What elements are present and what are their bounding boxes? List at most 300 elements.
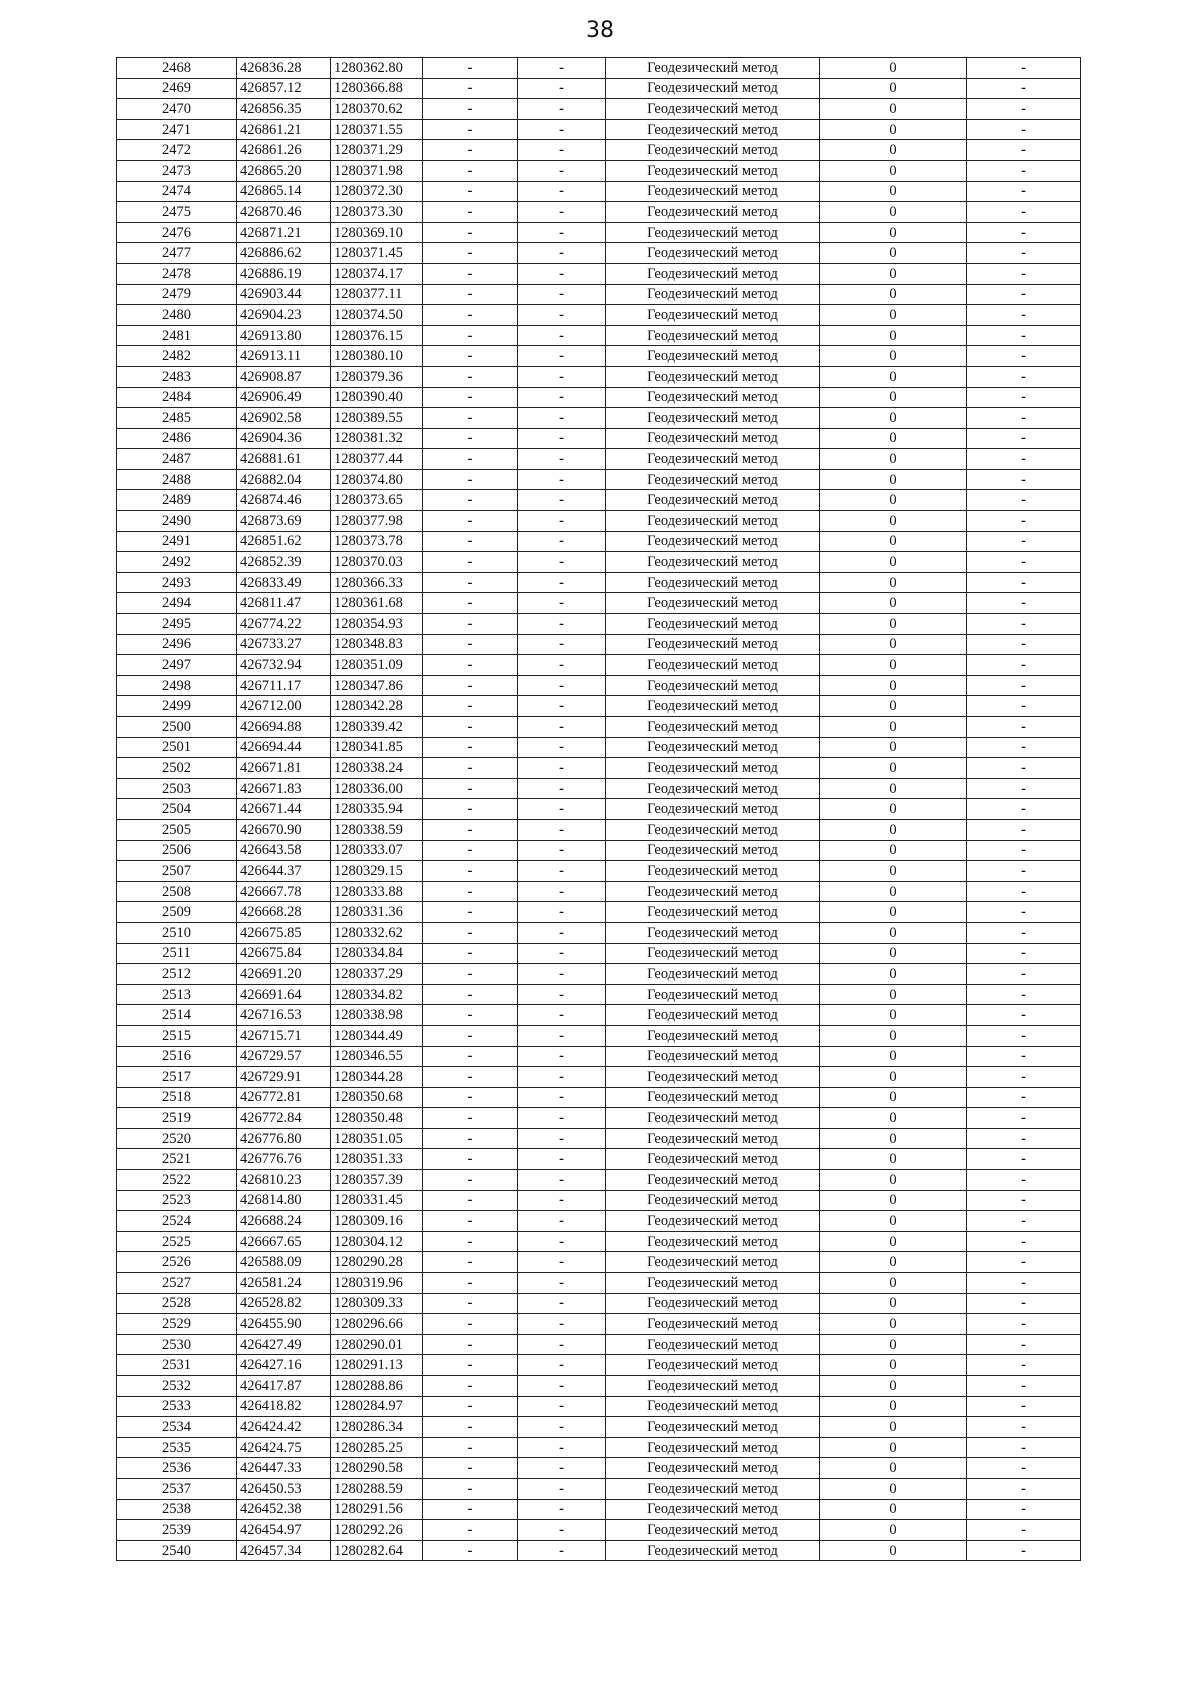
method-cell: Геодезический метод [606, 140, 820, 161]
dash-cell: - [967, 1376, 1081, 1397]
dash-cell: - [967, 1355, 1081, 1376]
y-coordinate-cell: 1280366.88 [331, 78, 423, 99]
dash-cell: - [518, 1190, 606, 1211]
dash-cell: - [423, 305, 518, 326]
dash-cell: - [423, 181, 518, 202]
dash-cell: - [967, 1273, 1081, 1294]
x-coordinate-cell: 426870.46 [237, 202, 331, 223]
point-number-cell: 2528 [117, 1293, 237, 1314]
table-row [117, 861, 1081, 882]
accuracy-cell: 0 [820, 1417, 967, 1438]
dash-cell: - [518, 140, 606, 161]
point-number-cell: 2536 [117, 1458, 237, 1479]
table-row [117, 1170, 1081, 1191]
x-coordinate-cell: 426694.44 [237, 737, 331, 758]
dash-cell: - [967, 964, 1081, 985]
dash-cell: - [967, 552, 1081, 573]
dash-cell: - [423, 593, 518, 614]
dash-cell: - [967, 202, 1081, 223]
accuracy-cell: 0 [820, 655, 967, 676]
dash-cell: - [518, 675, 606, 696]
dash-cell: - [423, 1520, 518, 1541]
accuracy-cell: 0 [820, 1252, 967, 1273]
accuracy-cell: 0 [820, 758, 967, 779]
x-coordinate-cell: 426852.39 [237, 552, 331, 573]
dash-cell: - [518, 1355, 606, 1376]
method-cell: Геодезический метод [606, 634, 820, 655]
dash-cell: - [518, 325, 606, 346]
method-cell: Геодезический метод [606, 1540, 820, 1561]
dash-cell: - [423, 964, 518, 985]
accuracy-cell: 0 [820, 634, 967, 655]
point-number-cell: 2478 [117, 263, 237, 284]
point-number-cell: 2533 [117, 1396, 237, 1417]
dash-cell: - [967, 1046, 1081, 1067]
method-cell: Геодезический метод [606, 1087, 820, 1108]
y-coordinate-cell: 1280374.50 [331, 305, 423, 326]
dash-cell: - [423, 922, 518, 943]
accuracy-cell: 0 [820, 284, 967, 305]
y-coordinate-cell: 1280371.29 [331, 140, 423, 161]
y-coordinate-cell: 1280285.25 [331, 1437, 423, 1458]
dash-cell: - [967, 408, 1081, 429]
table-row [117, 428, 1081, 449]
point-number-cell: 2488 [117, 469, 237, 490]
y-coordinate-cell: 1280351.09 [331, 655, 423, 676]
point-number-cell: 2539 [117, 1520, 237, 1541]
dash-cell: - [423, 119, 518, 140]
y-coordinate-cell: 1280333.88 [331, 881, 423, 902]
dash-cell: - [423, 1540, 518, 1561]
y-coordinate-cell: 1280366.33 [331, 572, 423, 593]
method-cell: Геодезический метод [606, 181, 820, 202]
y-coordinate-cell: 1280291.13 [331, 1355, 423, 1376]
x-coordinate-cell: 426675.85 [237, 922, 331, 943]
accuracy-cell: 0 [820, 943, 967, 964]
table-row [117, 469, 1081, 490]
dash-cell: - [423, 1376, 518, 1397]
table-row [117, 1211, 1081, 1232]
method-cell: Геодезический метод [606, 593, 820, 614]
dash-cell: - [518, 1108, 606, 1129]
accuracy-cell: 0 [820, 531, 967, 552]
table-row [117, 366, 1081, 387]
point-number-cell: 2483 [117, 366, 237, 387]
y-coordinate-cell: 1280377.11 [331, 284, 423, 305]
point-number-cell: 2497 [117, 655, 237, 676]
y-coordinate-cell: 1280344.49 [331, 1025, 423, 1046]
dash-cell: - [518, 346, 606, 367]
method-cell: Геодезический метод [606, 1437, 820, 1458]
accuracy-cell: 0 [820, 840, 967, 861]
method-cell: Геодезический метод [606, 284, 820, 305]
method-cell: Геодезический метод [606, 1355, 820, 1376]
point-number-cell: 2534 [117, 1417, 237, 1438]
dash-cell: - [518, 1437, 606, 1458]
dash-cell: - [423, 449, 518, 470]
dash-cell: - [423, 222, 518, 243]
table-row [117, 655, 1081, 676]
table-row [117, 778, 1081, 799]
dash-cell: - [967, 881, 1081, 902]
table-row [117, 1458, 1081, 1479]
dash-cell: - [423, 552, 518, 573]
y-coordinate-cell: 1280331.36 [331, 902, 423, 923]
dash-cell: - [967, 58, 1081, 79]
method-cell: Геодезический метод [606, 243, 820, 264]
y-coordinate-cell: 1280380.10 [331, 346, 423, 367]
point-number-cell: 2486 [117, 428, 237, 449]
accuracy-cell: 0 [820, 1211, 967, 1232]
dash-cell: - [423, 758, 518, 779]
dash-cell: - [423, 325, 518, 346]
point-number-cell: 2530 [117, 1334, 237, 1355]
table-row [117, 325, 1081, 346]
method-cell: Геодезический метод [606, 366, 820, 387]
y-coordinate-cell: 1280373.65 [331, 490, 423, 511]
x-coordinate-cell: 426715.71 [237, 1025, 331, 1046]
y-coordinate-cell: 1280282.64 [331, 1540, 423, 1561]
y-coordinate-cell: 1280369.10 [331, 222, 423, 243]
y-coordinate-cell: 1280334.84 [331, 943, 423, 964]
point-number-cell: 2532 [117, 1376, 237, 1397]
dash-cell: - [967, 428, 1081, 449]
table-row [117, 675, 1081, 696]
accuracy-cell: 0 [820, 305, 967, 326]
table-row [117, 1396, 1081, 1417]
dash-cell: - [967, 531, 1081, 552]
accuracy-cell: 0 [820, 1087, 967, 1108]
y-coordinate-cell: 1280309.33 [331, 1293, 423, 1314]
dash-cell: - [967, 1499, 1081, 1520]
dash-cell: - [518, 490, 606, 511]
dash-cell: - [423, 1067, 518, 1088]
dash-cell: - [518, 1128, 606, 1149]
x-coordinate-cell: 426902.58 [237, 408, 331, 429]
point-number-cell: 2477 [117, 243, 237, 264]
x-coordinate-cell: 426857.12 [237, 78, 331, 99]
dash-cell: - [518, 1334, 606, 1355]
accuracy-cell: 0 [820, 1046, 967, 1067]
accuracy-cell: 0 [820, 469, 967, 490]
method-cell: Геодезический метод [606, 1478, 820, 1499]
dash-cell: - [518, 1396, 606, 1417]
point-number-cell: 2496 [117, 634, 237, 655]
dash-cell: - [967, 160, 1081, 181]
x-coordinate-cell: 426716.53 [237, 1005, 331, 1026]
x-coordinate-cell: 426427.16 [237, 1355, 331, 1376]
point-number-cell: 2508 [117, 881, 237, 902]
method-cell: Геодезический метод [606, 511, 820, 532]
y-coordinate-cell: 1280372.30 [331, 181, 423, 202]
x-coordinate-cell: 426427.49 [237, 1334, 331, 1355]
point-number-cell: 2498 [117, 675, 237, 696]
point-number-cell: 2519 [117, 1108, 237, 1129]
x-coordinate-cell: 426856.35 [237, 99, 331, 120]
table-row [117, 1005, 1081, 1026]
x-coordinate-cell: 426833.49 [237, 572, 331, 593]
y-coordinate-cell: 1280346.55 [331, 1046, 423, 1067]
method-cell: Геодезический метод [606, 758, 820, 779]
dash-cell: - [423, 1396, 518, 1417]
dash-cell: - [423, 346, 518, 367]
x-coordinate-cell: 426454.97 [237, 1520, 331, 1541]
dash-cell: - [967, 1458, 1081, 1479]
y-coordinate-cell: 1280332.62 [331, 922, 423, 943]
dash-cell: - [423, 99, 518, 120]
dash-cell: - [967, 222, 1081, 243]
accuracy-cell: 0 [820, 902, 967, 923]
point-number-cell: 2480 [117, 305, 237, 326]
accuracy-cell: 0 [820, 1128, 967, 1149]
y-coordinate-cell: 1280292.26 [331, 1520, 423, 1541]
dash-cell: - [518, 428, 606, 449]
x-coordinate-cell: 426913.80 [237, 325, 331, 346]
table-row [117, 1520, 1081, 1541]
dash-cell: - [967, 943, 1081, 964]
dash-cell: - [967, 614, 1081, 635]
dash-cell: - [423, 819, 518, 840]
y-coordinate-cell: 1280291.56 [331, 1499, 423, 1520]
y-coordinate-cell: 1280354.93 [331, 614, 423, 635]
dash-cell: - [518, 181, 606, 202]
accuracy-cell: 0 [820, 572, 967, 593]
table-row [117, 346, 1081, 367]
dash-cell: - [967, 984, 1081, 1005]
method-cell: Геодезический метод [606, 58, 820, 79]
x-coordinate-cell: 426691.20 [237, 964, 331, 985]
dash-cell: - [967, 1520, 1081, 1541]
y-coordinate-cell: 1280362.80 [331, 58, 423, 79]
accuracy-cell: 0 [820, 881, 967, 902]
accuracy-cell: 0 [820, 449, 967, 470]
point-number-cell: 2468 [117, 58, 237, 79]
x-coordinate-cell: 426811.47 [237, 593, 331, 614]
x-coordinate-cell: 426908.87 [237, 366, 331, 387]
dash-cell: - [518, 1149, 606, 1170]
point-number-cell: 2494 [117, 593, 237, 614]
dash-cell: - [967, 1025, 1081, 1046]
table-row [117, 1087, 1081, 1108]
dash-cell: - [518, 1025, 606, 1046]
x-coordinate-cell: 426873.69 [237, 511, 331, 532]
dash-cell: - [518, 1087, 606, 1108]
method-cell: Геодезический метод [606, 99, 820, 120]
method-cell: Геодезический метод [606, 1190, 820, 1211]
accuracy-cell: 0 [820, 160, 967, 181]
dash-cell: - [518, 99, 606, 120]
dash-cell: - [967, 305, 1081, 326]
point-number-cell: 2516 [117, 1046, 237, 1067]
y-coordinate-cell: 1280288.59 [331, 1478, 423, 1499]
point-number-cell: 2476 [117, 222, 237, 243]
dash-cell: - [423, 1458, 518, 1479]
accuracy-cell: 0 [820, 1005, 967, 1026]
dash-cell: - [518, 1252, 606, 1273]
dash-cell: - [518, 1046, 606, 1067]
x-coordinate-cell: 426688.24 [237, 1211, 331, 1232]
dash-cell: - [967, 737, 1081, 758]
dash-cell: - [423, 675, 518, 696]
dash-cell: - [423, 1128, 518, 1149]
accuracy-cell: 0 [820, 1376, 967, 1397]
dash-cell: - [967, 696, 1081, 717]
x-coordinate-cell: 426675.84 [237, 943, 331, 964]
dash-cell: - [423, 1314, 518, 1335]
y-coordinate-cell: 1280381.32 [331, 428, 423, 449]
accuracy-cell: 0 [820, 58, 967, 79]
y-coordinate-cell: 1280373.30 [331, 202, 423, 223]
x-coordinate-cell: 426886.62 [237, 243, 331, 264]
point-number-cell: 2503 [117, 778, 237, 799]
table-row [117, 284, 1081, 305]
method-cell: Геодезический метод [606, 1005, 820, 1026]
point-number-cell: 2520 [117, 1128, 237, 1149]
point-number-cell: 2527 [117, 1273, 237, 1294]
point-number-cell: 2531 [117, 1355, 237, 1376]
method-cell: Геодезический метод [606, 1170, 820, 1191]
y-coordinate-cell: 1280377.98 [331, 511, 423, 532]
dash-cell: - [967, 1478, 1081, 1499]
dash-cell: - [518, 387, 606, 408]
x-coordinate-cell: 426588.09 [237, 1252, 331, 1273]
dash-cell: - [967, 1314, 1081, 1335]
dash-cell: - [518, 1067, 606, 1088]
dash-cell: - [967, 1417, 1081, 1438]
dash-cell: - [967, 346, 1081, 367]
dash-cell: - [967, 634, 1081, 655]
method-cell: Геодезический метод [606, 1520, 820, 1541]
accuracy-cell: 0 [820, 552, 967, 573]
y-coordinate-cell: 1280348.83 [331, 634, 423, 655]
table-row [117, 1067, 1081, 1088]
method-cell: Геодезический метод [606, 531, 820, 552]
table-row [117, 1149, 1081, 1170]
dash-cell: - [518, 922, 606, 943]
dash-cell: - [518, 284, 606, 305]
x-coordinate-cell: 426772.84 [237, 1108, 331, 1129]
y-coordinate-cell: 1280377.44 [331, 449, 423, 470]
dash-cell: - [518, 984, 606, 1005]
y-coordinate-cell: 1280374.17 [331, 263, 423, 284]
dash-cell: - [967, 1087, 1081, 1108]
dash-cell: - [423, 140, 518, 161]
accuracy-cell: 0 [820, 675, 967, 696]
dash-cell: - [423, 490, 518, 511]
point-number-cell: 2513 [117, 984, 237, 1005]
table-row [117, 881, 1081, 902]
table-row [117, 1025, 1081, 1046]
x-coordinate-cell: 426528.82 [237, 1293, 331, 1314]
dash-cell: - [967, 819, 1081, 840]
x-coordinate-cell: 426733.27 [237, 634, 331, 655]
dash-cell: - [967, 1190, 1081, 1211]
y-coordinate-cell: 1280290.58 [331, 1458, 423, 1479]
method-cell: Геодезический метод [606, 305, 820, 326]
dash-cell: - [518, 799, 606, 820]
dash-cell: - [967, 1005, 1081, 1026]
dash-cell: - [518, 881, 606, 902]
method-cell: Геодезический метод [606, 1149, 820, 1170]
method-cell: Геодезический метод [606, 325, 820, 346]
dash-cell: - [967, 675, 1081, 696]
accuracy-cell: 0 [820, 1025, 967, 1046]
point-number-cell: 2472 [117, 140, 237, 161]
table-row [117, 1540, 1081, 1561]
point-number-cell: 2522 [117, 1170, 237, 1191]
dash-cell: - [518, 531, 606, 552]
dash-cell: - [967, 181, 1081, 202]
accuracy-cell: 0 [820, 490, 967, 511]
x-coordinate-cell: 426776.76 [237, 1149, 331, 1170]
x-coordinate-cell: 426810.23 [237, 1170, 331, 1191]
dash-cell: - [423, 572, 518, 593]
y-coordinate-cell: 1280284.97 [331, 1396, 423, 1417]
dash-cell: - [518, 58, 606, 79]
method-cell: Геодезический метод [606, 387, 820, 408]
point-number-cell: 2538 [117, 1499, 237, 1520]
point-number-cell: 2510 [117, 922, 237, 943]
accuracy-cell: 0 [820, 511, 967, 532]
x-coordinate-cell: 426904.36 [237, 428, 331, 449]
x-coordinate-cell: 426836.28 [237, 58, 331, 79]
y-coordinate-cell: 1280336.00 [331, 778, 423, 799]
dash-cell: - [423, 799, 518, 820]
dash-cell: - [423, 1499, 518, 1520]
table-row [117, 717, 1081, 738]
dash-cell: - [518, 1376, 606, 1397]
point-number-cell: 2502 [117, 758, 237, 779]
dash-cell: - [518, 902, 606, 923]
dash-cell: - [967, 99, 1081, 120]
accuracy-cell: 0 [820, 1540, 967, 1561]
point-number-cell: 2509 [117, 902, 237, 923]
dash-cell: - [423, 263, 518, 284]
table-row [117, 449, 1081, 470]
dash-cell: - [518, 1478, 606, 1499]
dash-cell: - [518, 737, 606, 758]
method-cell: Геодезический метод [606, 1231, 820, 1252]
dash-cell: - [423, 778, 518, 799]
dash-cell: - [967, 511, 1081, 532]
table-row [117, 222, 1081, 243]
accuracy-cell: 0 [820, 366, 967, 387]
accuracy-cell: 0 [820, 1437, 967, 1458]
method-cell: Геодезический метод [606, 1293, 820, 1314]
y-coordinate-cell: 1280339.42 [331, 717, 423, 738]
dash-cell: - [967, 902, 1081, 923]
point-number-cell: 2505 [117, 819, 237, 840]
y-coordinate-cell: 1280335.94 [331, 799, 423, 820]
dash-cell: - [518, 78, 606, 99]
accuracy-cell: 0 [820, 1520, 967, 1541]
dash-cell: - [518, 655, 606, 676]
table-row [117, 737, 1081, 758]
method-cell: Геодезический метод [606, 696, 820, 717]
x-coordinate-cell: 426452.38 [237, 1499, 331, 1520]
point-number-cell: 2490 [117, 511, 237, 532]
accuracy-cell: 0 [820, 614, 967, 635]
y-coordinate-cell: 1280351.33 [331, 1149, 423, 1170]
dash-cell: - [967, 861, 1081, 882]
dash-cell: - [518, 593, 606, 614]
y-coordinate-cell: 1280351.05 [331, 1128, 423, 1149]
dash-cell: - [967, 284, 1081, 305]
dash-cell: - [967, 1067, 1081, 1088]
accuracy-cell: 0 [820, 778, 967, 799]
method-cell: Геодезический метод [606, 964, 820, 985]
dash-cell: - [423, 428, 518, 449]
